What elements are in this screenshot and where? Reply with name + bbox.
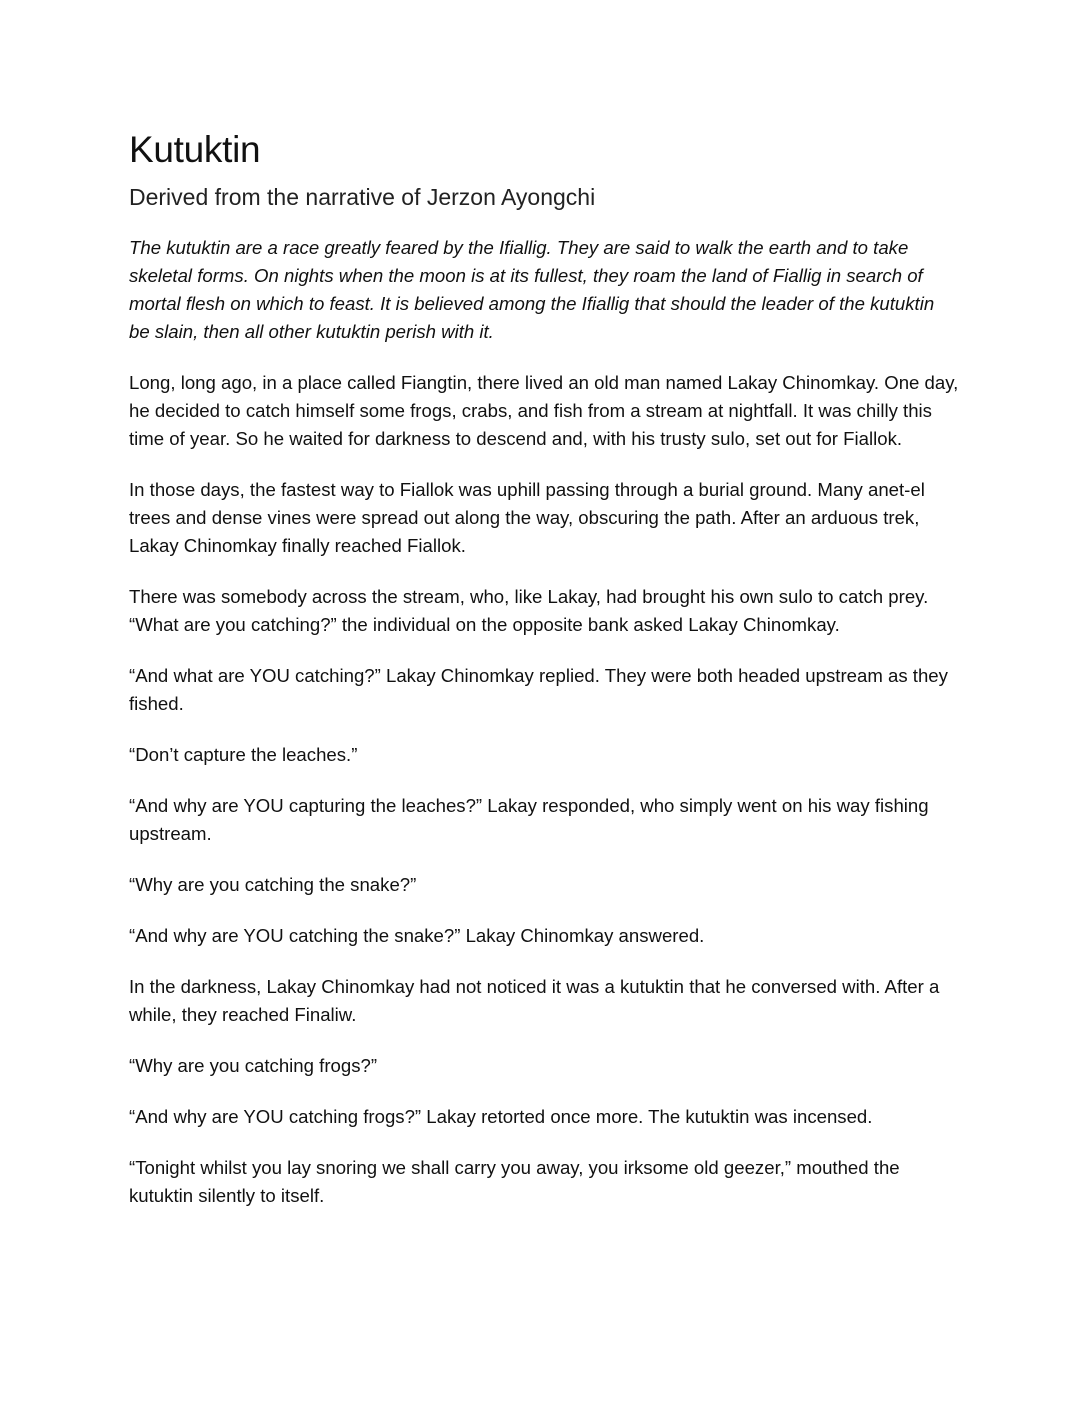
paragraph-10: “Why are you catching frogs?”: [129, 1055, 378, 1076]
paragraph-3: There was somebody across the stream, who, like Lakay, had brought his own sulo to catch prey. “What are you catching?” the individual on the opposite bank asked Lakay Chinomkay.: [129, 586, 929, 635]
paragraph-11: “And why are YOU catching frogs?” Lakay retorted once more. The kutuktin was incensed.: [129, 1106, 873, 1127]
paragraph-8: “And why are YOU catching the snake?” Lakay Chinomkay answered.: [129, 925, 705, 946]
paragraph-4: “And what are YOU catching?” Lakay Chinomkay replied. They were both headed upstream as they fished.: [129, 665, 948, 714]
paragraph-12: “Tonight whilst you lay snoring we shall carry you away, you irksome old geezer,” mouthed the kutuktin silently to itself.: [129, 1157, 900, 1206]
intro-paragraph: The kutuktin are a race greatly feared by the Ifiallig. They are said to walk the earth and to take skeletal forms. On nights when the moon is at its fullest, they roam the land of Fiallig in search of mortal flesh on which to feast. It is believed among the Ifiallig that should the leader of the kutuktin be slain, then all other kutuktin perish with it.: [129, 237, 935, 342]
paragraph-9: In the darkness, Lakay Chinomkay had not noticed it was a kutuktin that he conversed with. After a while, they reached Finaliw.: [129, 976, 940, 1025]
document-subtitle: Derived from the narrative of Jerzon Ayongchi: [129, 184, 596, 210]
document-page: [129, 126, 959, 1210]
paragraph-1: Long, long ago, in a place called Fiangtin, there lived an old man named Lakay Chinomkay. One day, he decided to catch himself some frogs, crabs, and fish from a stream at nightfall. It was chilly this time of year. So he waited for darkness to descend and, with his trusty sulo, set out for Fiallok.: [129, 372, 959, 449]
document-title: Kutuktin: [129, 129, 261, 170]
paragraph-2: In those days, the fastest way to Fiallok was uphill passing through a burial ground. Many anet-el trees and dense vines were spread out along the way, obscuring the path. After an arduous trek, Lakay Chinomkay finally reached Fiallok.: [129, 479, 925, 556]
paragraph-6: “And why are YOU capturing the leaches?” Lakay responded, who simply went on his way fishing upstream.: [129, 795, 929, 844]
paragraph-5: “Don’t capture the leaches.”: [129, 744, 358, 765]
paragraph-7: “Why are you catching the snake?”: [129, 874, 417, 895]
